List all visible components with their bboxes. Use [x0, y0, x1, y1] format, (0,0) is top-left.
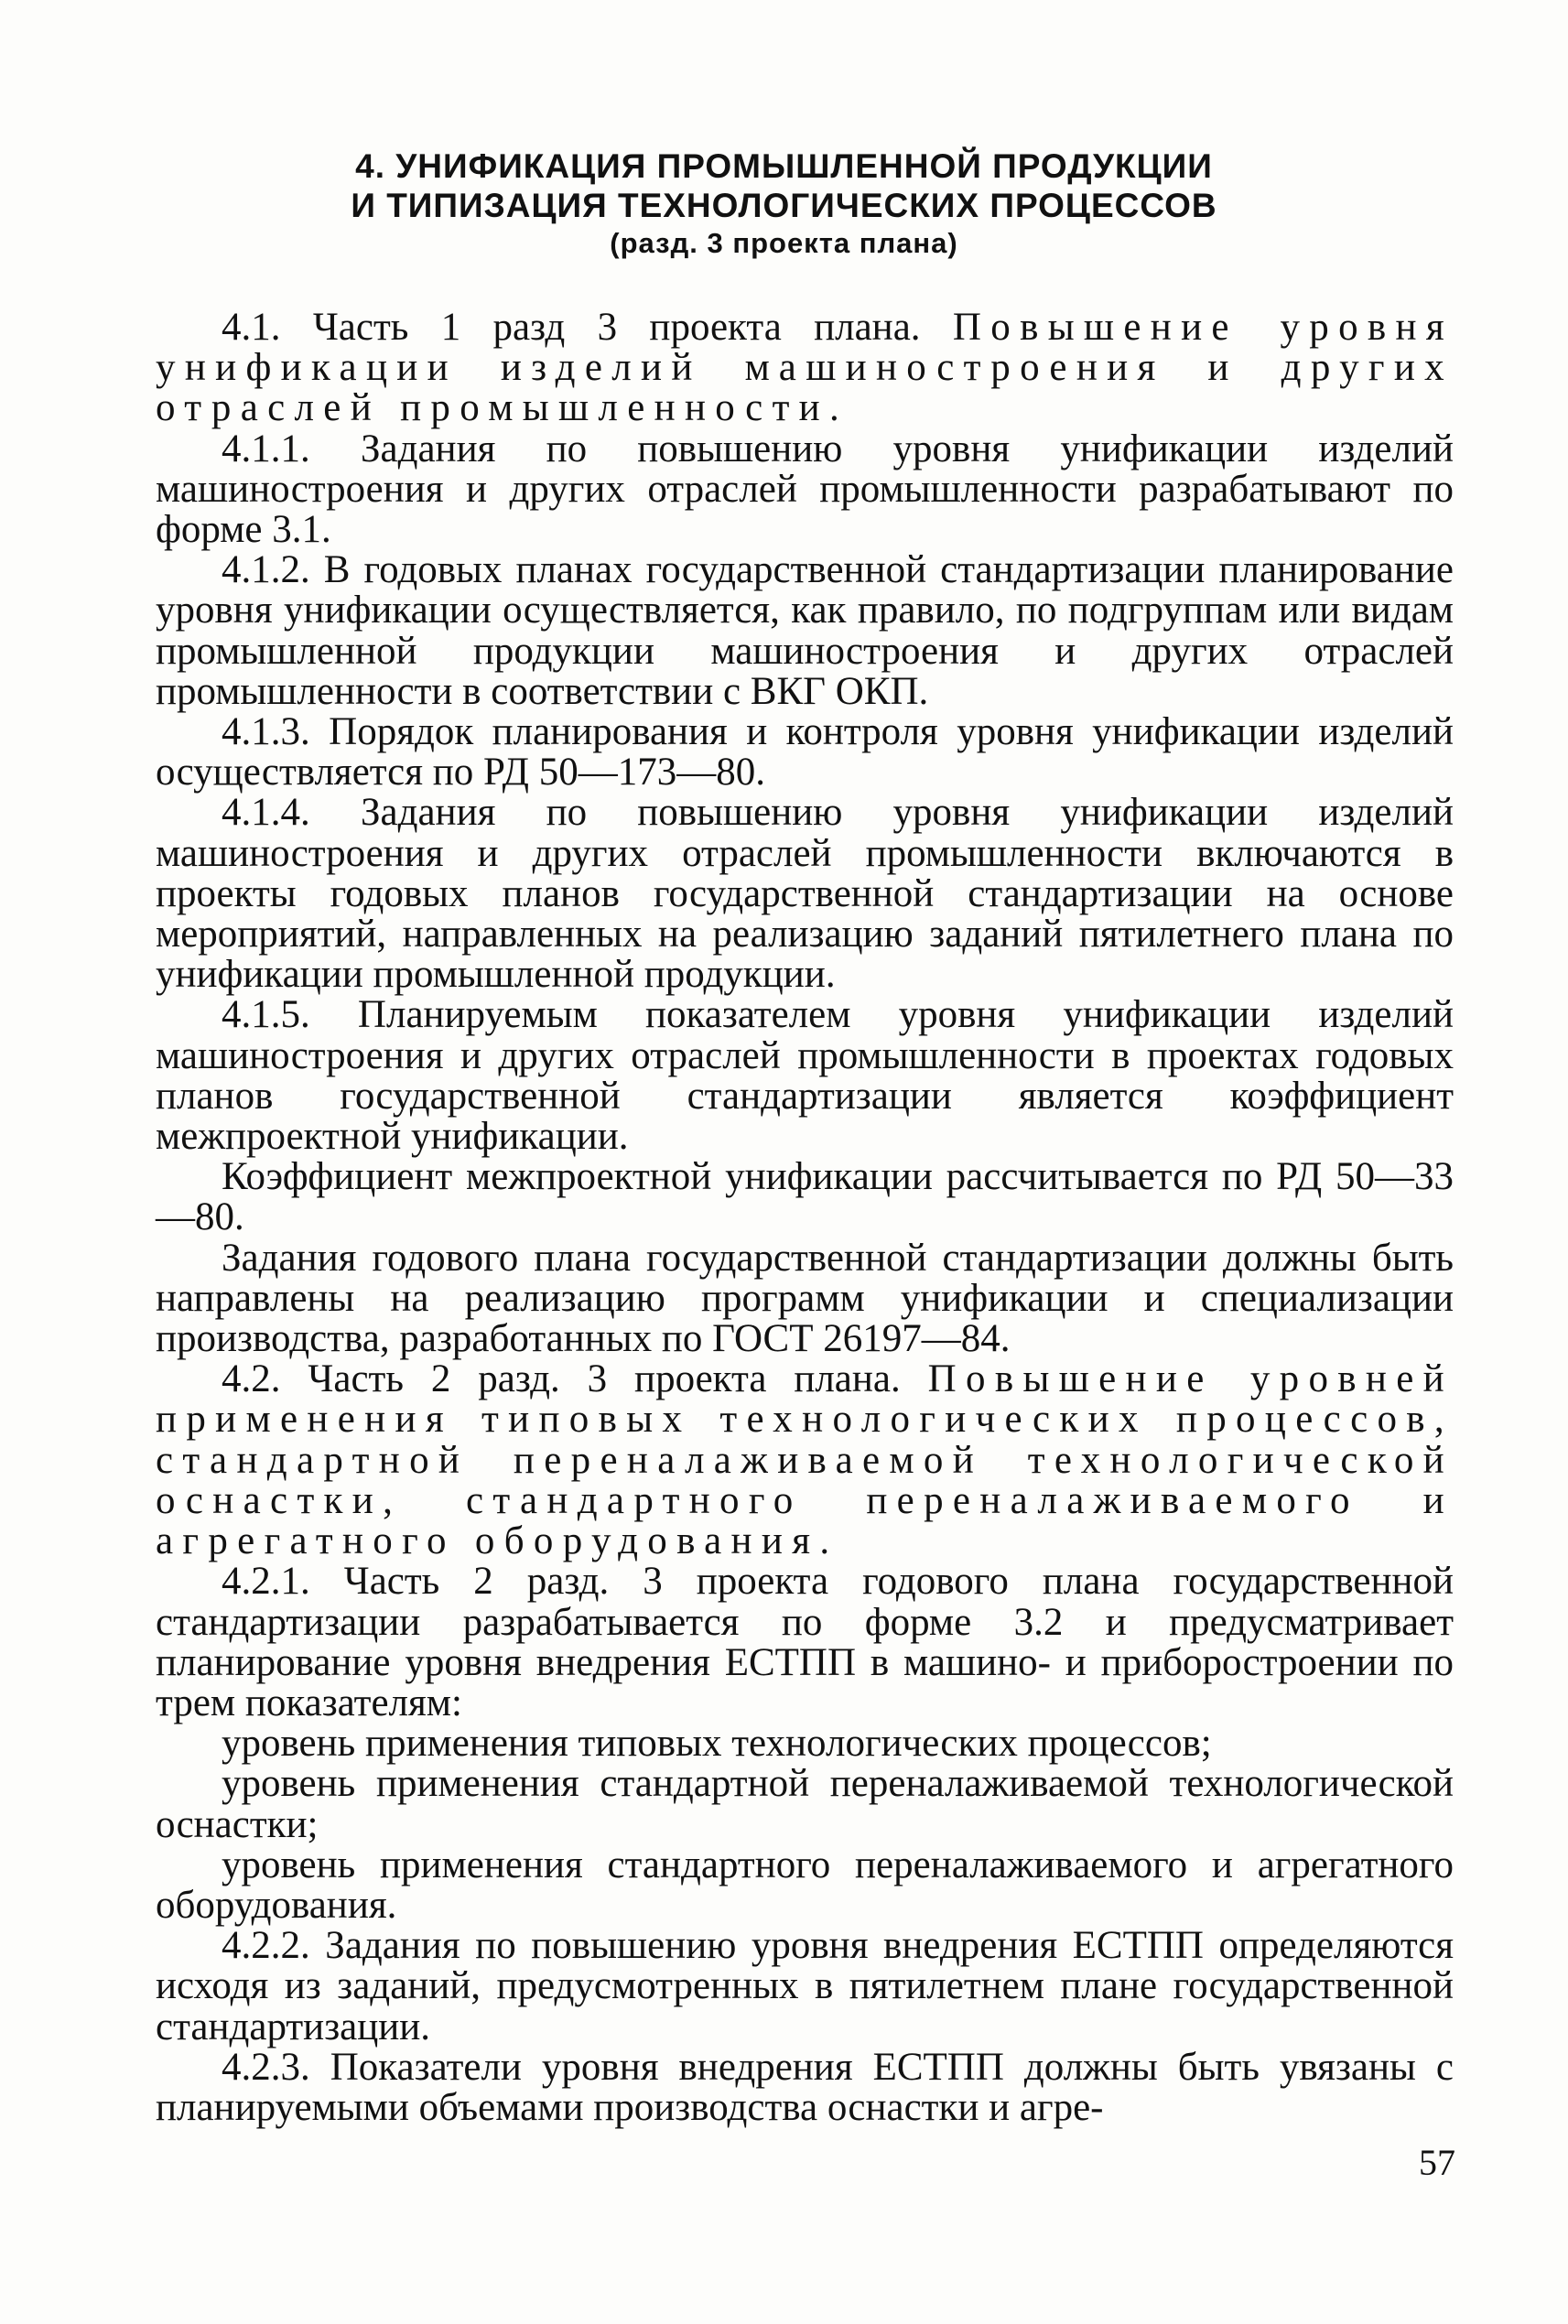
heading-line-1: 4. УНИФИКАЦИЯ ПРОМЫШЛЕННОЙ ПРОДУКЦИИ — [355, 147, 1213, 185]
paragraph-4-2-3: 4.2.3. Показатели уровня внедрения ЕСТПП должны быть увязаны с планируемыми объемами производства оснастки и агре- — [156, 2045, 1454, 2129]
paragraph-4-1-1: 4.1.1. Задания по повышению уровня унификации изделий машиностроения и других отраслей промышленности разрабатывают по форме 3.1. — [156, 427, 1454, 552]
section-heading — [0, 146, 1568, 262]
paragraph-level-2: уровень применения стандартной переналаживаемой технологической оснастки; — [156, 1762, 1454, 1846]
paragraph-4-1-3: 4.1.3. Порядок планирования и контроля уровня унификации изделий осуществляется по РД 50—173—80. — [156, 710, 1454, 794]
paragraph-4-1-title: Повышение уровня унификации изделий машиностроения и других отраслей промышленности. — [156, 306, 1454, 430]
paragraph-level-3: уровень применения стандартного переналаживаемого и агрегатного оборудования. — [156, 1843, 1454, 1927]
heading-line-2: И ТИПИЗАЦИЯ ТЕХНОЛОГИЧЕСКИХ ПРОЦЕССОВ — [351, 187, 1217, 224]
page-number: 57 — [1419, 2142, 1455, 2183]
paragraph-4-2-2: 4.2.2. Задания по повышению уровня внедрения ЕСТПП определяются исходя из заданий, предусмотренных в пятилетнем плане государственной стандартизации. — [156, 1924, 1454, 2048]
paragraph-level-1: уровень применения типовых технологических процессов; — [222, 1722, 1212, 1766]
paragraph-4-1-4: 4.1.4. Задания по повышению уровня унификации изделий машиностроения и других отраслей промышленности включаются в проекты годовых планов государственной стандартизации на основе мероприятий, направленных на реализацию заданий пятилетнего плана по унификации промышленной продукции. — [156, 791, 1454, 997]
paragraph-4-1-2: 4.1.2. В годовых планах государственной стандартизации планирование уровня унификации осуществляется, как правило, по подгруппам или видам промышленной продукции машиностроения и других отраслей промышленности в соответствии с ВКГ ОКП. — [156, 548, 1454, 713]
paragraph-4-2-1: 4.2.1. Часть 2 разд. 3 проекта годового плана государственной стандартизации разрабатывается по форме 3.2 и предусматривает планирование уровня внедрения ЕСТПП в машино- и приборостроении по трем показателям: — [156, 1560, 1454, 1724]
paragraph-coefficient: Коэффициент межпроектной унификации рассчитывается по РД 50—33—80. — [156, 1155, 1454, 1239]
paragraph-4-1 — [156, 308, 1454, 429]
body-text — [156, 308, 1454, 2128]
paragraph-tasks: Задания годового плана государственной стандартизации должны быть направлены на реализацию программ унификации и специализации производства, разработанных по ГОСТ 26197—84. — [156, 1236, 1454, 1361]
paragraph-4-1-lead: 4.1. Часть 1 разд 3 проекта плана. — [222, 306, 953, 349]
heading-subtitle: (разд. 3 проекта плана) — [610, 227, 958, 259]
paragraph-4-1-5: 4.1.5. Планируемым показателем уровня унификации изделий машиностроения и других отраслей промышленности в проектах годовых планов государственной стандартизации является коэффициент межпроектной унификации. — [156, 993, 1454, 1159]
paragraph-4-2 — [156, 1359, 1454, 1562]
paragraph-4-2-lead: 4.2. Часть 2 разд. 3 проекта плана. — [222, 1357, 928, 1401]
paragraph-4-2-title: Повышение уровней применения типовых технологических процессов, стандартной переналаживаемой технологической оснастки, стандартного переналаживаемого и агрегатного оборудования. — [156, 1357, 1454, 1563]
